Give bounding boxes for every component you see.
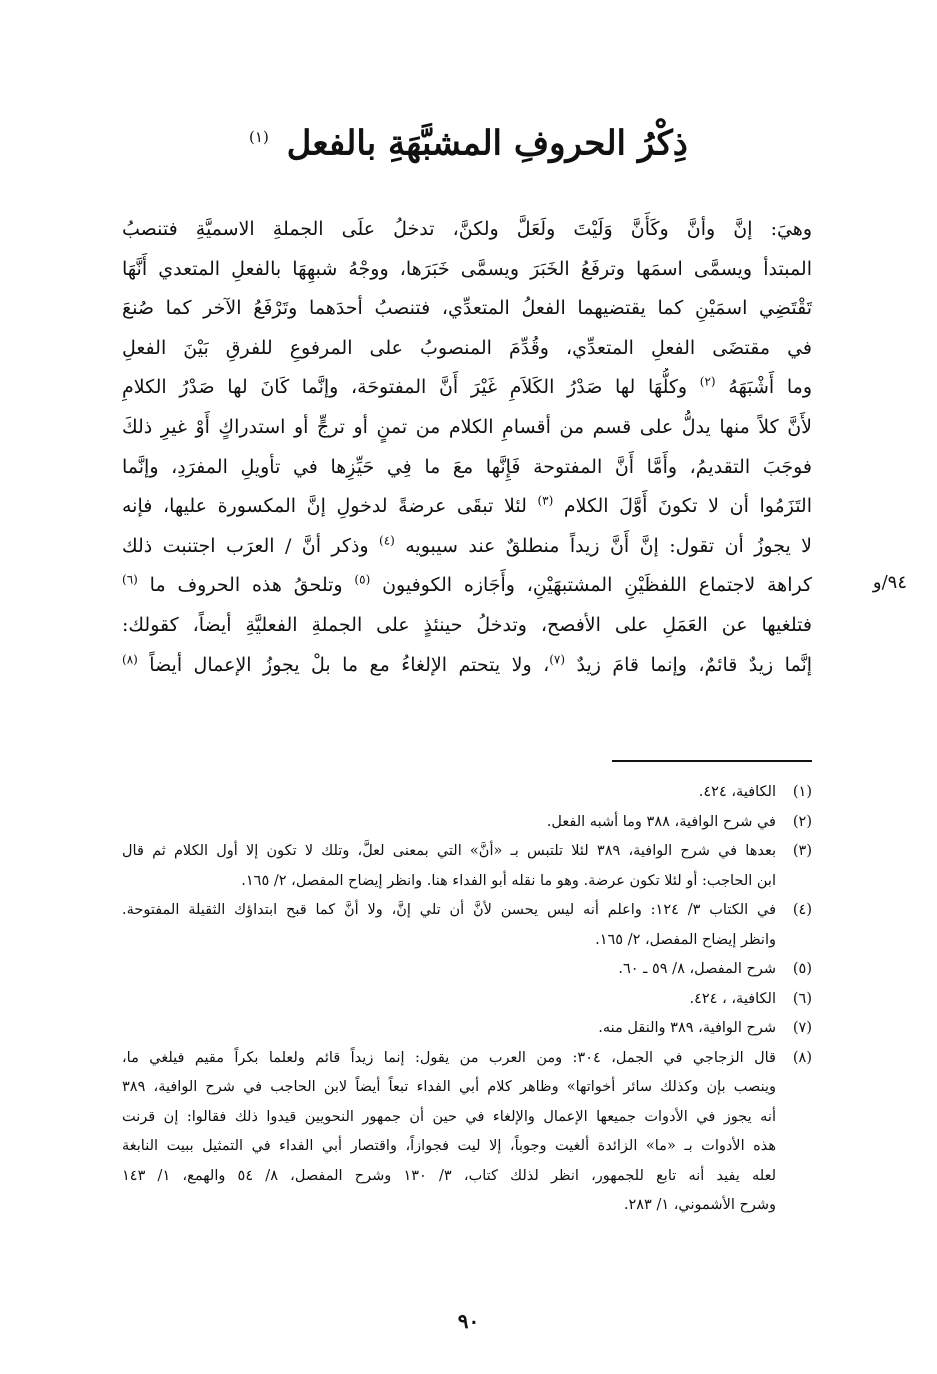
- footnote-number: (٧): [792, 1020, 812, 1036]
- text-line: وما أَشْبَهَهُ $^{(٢)}$ وكلُّهَا لها صَدْرُ الكَلاَمِ غَيْرَ أَنَّ المفتوحَة، وإنَّما كَانَ لها صَدْرُ الكلامِ: [122, 375, 812, 399]
- footnote-divider: [612, 760, 812, 762]
- footnote-line: وشرح الأشموني، ١/ ٢٨٣.: [623, 1197, 776, 1213]
- page-number: ٩٠: [457, 1309, 480, 1333]
- footnote-line: في شرح الوافية، ٣٨٨ وما أشبه الفعل.: [546, 813, 776, 830]
- footnote-line: شرح الوافية، ٣٨٩ والنقل منه.: [598, 1020, 776, 1036]
- chapter-title-text: ذِكْرُ الحروفِ المشبَّهَةِ بالفعل: [286, 123, 688, 164]
- footnote: [122, 808, 812, 838]
- text-line: التَزَمُوا أن لا تكونَ أَوَّلَ الكلام $^{(٣)}$ لئلا تبقَى عرضةً لدخولِ إنَّ المكسورة عليها، فإنه: [122, 493, 812, 518]
- footnote-line: قال الزجاجي في الجمل، ٣٠٤: ومن العرب من يقول: إنما زيداً قائم ولعلما بكراً مقيم فيلغي ما،: [122, 1049, 776, 1066]
- footnote-number: (٦): [792, 990, 812, 1007]
- footnote-ref: (٧): [549, 652, 566, 667]
- folio-marker: ٩٤/و: [872, 572, 907, 593]
- footnote-ref: (٨): [122, 652, 138, 667]
- footnote: [122, 1014, 812, 1044]
- footnote: [122, 837, 812, 896]
- text-line: وهيَ: إنَّ وأنَّ وكَأَنَّ وَلَيْتَ ولَعَلَّ ولكنَّ، تدخلُ علَى الجملةِ الاسميَّةِ فتنصبُ: [122, 218, 812, 240]
- text-line: فتلغيها عن العَمَلِ على الأفصح، وتدخلُ حينئذٍ على الجملةِ الفعليَّةِ أيضاً، كقولك:: [122, 613, 812, 636]
- footnote-number: (٥): [792, 961, 812, 977]
- footnote-line: هذه الأدوات بـ «ما» الزائدة ألغيت وجوباً، إلا ليت فجوازاً، واقتصار أبي الفداء في التمثيل ببيت النابغة: [122, 1138, 776, 1154]
- footnote-line: الكافية، ، ٤٢٤.: [689, 990, 776, 1007]
- footnote-line: لعله يفيد أنه تابع للجمهور، انظر لذلك كتاب، ٣/ ١٣٠ وشرح المفصل، ٨/ ٥٤ والهمع، ١/ ١٤٣: [122, 1167, 776, 1184]
- footnote-ref: (٣): [537, 493, 554, 508]
- footnote-line: وانظر إيضاح المفصل، ٢/ ١٦٥.: [595, 931, 776, 948]
- footnote: [122, 778, 812, 808]
- footnote-number: (١): [792, 784, 812, 800]
- text-line: لأَنَّ كلاً منها يدلُّ على قسم من أقسامِ الكلام من تمنٍ أو ترجٍّ أو استدراكٍ أَوْ غيرِ ذلكَ: [122, 415, 812, 438]
- footnote-number: (٨): [792, 1049, 812, 1066]
- footnote-number: (٤): [792, 902, 812, 918]
- text-line: تَقْتَضِي اسمَيْنِ كما يقتضيهما الفعلُ المتعدِّي، فتنصبُ أحدَهما وتَرْفَعُ الآخر كما صُنعَ: [122, 297, 812, 320]
- text-line: إنَّما زيدٌ قائمٌ، وإنما قامَ زيدٌ $^{(٧)}$، ولا يتحتم الإلغاءُ مع ما بلْ يجوزُ الإعمال أيضاً $^{(٨)}$: [122, 652, 812, 676]
- main-text: [122, 210, 812, 685]
- footnote-number: (٣): [792, 843, 812, 859]
- footnote-line: الكافية، ٤٢٤.: [698, 784, 776, 800]
- text-line: كراهة لاجتماع اللفظَيْنِ المشتبهَيْنِ، وأَجَازه الكوفيون $^{(٥)}$ وتلحقُ هذه الحروف ما $^{(٦)}$: [122, 573, 812, 597]
- text-line: المبتدأ ويسمَّى اسمَها وترفَعُ الخَبَرَ ويسمَّى خَبَرَها، ووجْهُ شبهِهَا بالفعلِ المتعدي أَنَّهَا: [122, 257, 812, 280]
- footnote-line: أنه يجوز في الأدوات جميعها الإعمال والإلغاء في حين أن جمهور النحويين قيدوا ذلك فقالوا: إن قرنت: [122, 1108, 776, 1125]
- footnote-ref: (١): [249, 128, 269, 146]
- footnote-ref: (٢): [699, 375, 716, 390]
- footnote-line: في الكتاب ٣/ ١٢٤: واعلم أنه ليس يحسن لأنَّ أن تلي إنَّ، ولا أنَّ كما قبح ابتداؤك الثقيلة المفتوحة.: [122, 902, 776, 918]
- footnote-ref: (٦): [122, 573, 138, 588]
- footnote-line: وينصب بإن وكذلك سائر أخواتها» وظاهر كلام أبي الفداء تبعاً أيضاً لابن الحاجب في شرح الوافية، ٣٨٩: [122, 1079, 776, 1095]
- footnote: [122, 896, 812, 955]
- text-line: فوجَبَ التقديمُ، وأَمَّا أَنَّ المفتوحة فَإِنَّها معَ ما فِي حَيِّزِها في تأويلِ المفرَدِ، وإنَّما: [122, 455, 812, 478]
- footnotes: [122, 778, 812, 1221]
- footnote-line: ابن الحاجب: أو لئلا تكون عرضة. وهو ما نقله أبو الفداء هنا. وانظر إيضاح المفصل، ٢/ ١٦٥.: [241, 872, 776, 889]
- text-line: في مقتضَى الفعلِ المتعدِّي، وقُدِّمَ المنصوبُ على المرفوعِ للفرقِ بَيْنَ الفعلِ: [122, 336, 812, 359]
- text-line: لا يجوزُ أن تقول: إنَّ أَنَّ زيداً منطلقٌ عند سيبويه $^{(٤)}$ وذكر أنَّ / العرَب اجتنبت ذلك: [122, 533, 812, 557]
- footnote-number: (٢): [792, 813, 812, 830]
- footnote-ref: (٤): [379, 533, 395, 548]
- footnote-line: شرح المفصل، ٨/ ٥٩ ـ ٦٠.: [618, 961, 776, 977]
- footnote: [122, 1044, 812, 1221]
- footnote: [122, 985, 812, 1015]
- footnote: [122, 955, 812, 985]
- chapter-title: [0, 112, 937, 168]
- footnote-ref: (٥): [354, 573, 371, 588]
- footnote-line: بعدها في شرح الوافية، ٣٨٩ لئلا تلتبس بـ «أنَّ» التي بمعنى لعلَّ، وتلك لا تكون إلا أول الكلام ثم قال: [122, 843, 776, 859]
